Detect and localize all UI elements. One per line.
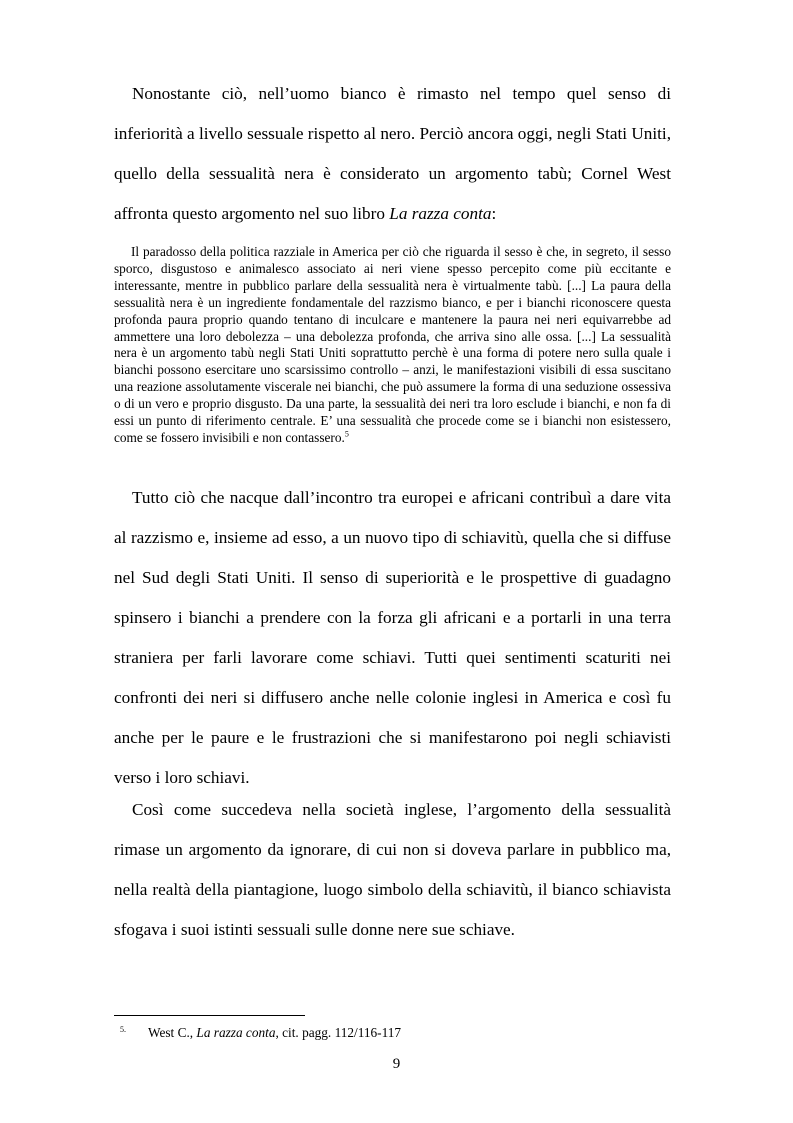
- footnote-divider: [114, 1015, 305, 1016]
- paragraph-3: [114, 790, 671, 950]
- block-quote-text: Il paradosso della politica razziale in America per ciò che riguarda il sesso è che, in segreto, il sesso sporco, disgustoso e animalesco associato ai neri viene spesso percepito come più eccitante e interessante, mentre in pubblico parlare della sessualità nera è virtualmente tabù. [...] La paura della sessualità nera è un ingrediente fondamentale del razzismo bianco, e per i bianchi riconoscere questa profonda paura proprio quando tentano di inculcare e mantenere la paura nei neri equivarrebbe ad ammettere una loro debolezza – una debolezza profonda, che arriva sino alle ossa. [...] La sessualità nera è un argomento tabù negli Stati Uniti soprattutto perchè è una forma di potere nero sulla quale i bianchi possono esercitare uno scarsissimo controllo – anzi, le manifestazioni visibili di essa suscitano una reazione assolutamente viscerale nei bianchi, che può assumere la forma di una seduzione ossessiva o di un vero e proprio disgusto. Da una parte, la sessualità dei neri tra loro esclude i bianchi, e non fa di essi un punto di riferimento centrale. E’ una sessualità che procede come se i bianchi non esistessero, come se fossero invisibili e non contassero.: [114, 244, 671, 445]
- book-title: La razza conta: [389, 204, 492, 223]
- paragraph-1-text: Nonostante ciò, nell’uomo bianco è rimasto nel tempo quel senso di inferiorità a livello sessuale rispetto al nero. Perciò ancora oggi, negli Stati Uniti, quello della sessualità nera è considerato un argomento tabù; Cornel West affronta questo argomento nel suo libro: [114, 84, 672, 223]
- footnote-author: West C.,: [148, 1025, 197, 1040]
- page-number: 9: [392, 1056, 401, 1072]
- paragraph-2: [114, 478, 671, 798]
- footnote-reference: 5: [344, 429, 349, 439]
- footnote-book-title: La razza conta: [196, 1025, 276, 1040]
- block-quote: [114, 244, 671, 447]
- paragraph-1: [114, 74, 671, 234]
- footnote-citation: , cit. pagg. 112/116-117: [275, 1025, 402, 1040]
- paragraph-2-text: Tutto ciò che nacque dall’incontro tra europei e africani contribuì a dare vita al razzismo e, insieme ad esso, a un nuovo tipo di schiavitù, quella che si diffuse nel Sud degli Stati Uniti. Il senso di superiorità e le prospettive di guadagno spinsero i bianchi a prendere con la forza gli africani e a portarli in una terra straniera per farli lavorare come schiavi. Tutti quei sentimenti scaturiti nei confronti dei neri si diffusero anche nelle colonie inglesi in America e così fu anche per le paure e le frustrazioni che si manifestarono poi negli schiavisti verso i loro schiavi.: [114, 488, 671, 787]
- footnote: 5. West C., La razza conta, cit. pagg. 112/116-117: [120, 1024, 402, 1040]
- paragraph-3-text: Così come succedeva nella società inglese, l’argomento della sessualità rimase un argomento da ignorare, di cui non si doveva parlare in pubblico ma, nella realtà della piantagione, luogo simbolo della schiavitù, il bianco schiavista sfogava i suoi istinti sessuali sulle donne nere sue schiave.: [114, 800, 671, 939]
- paragraph-1-colon: :: [491, 204, 497, 223]
